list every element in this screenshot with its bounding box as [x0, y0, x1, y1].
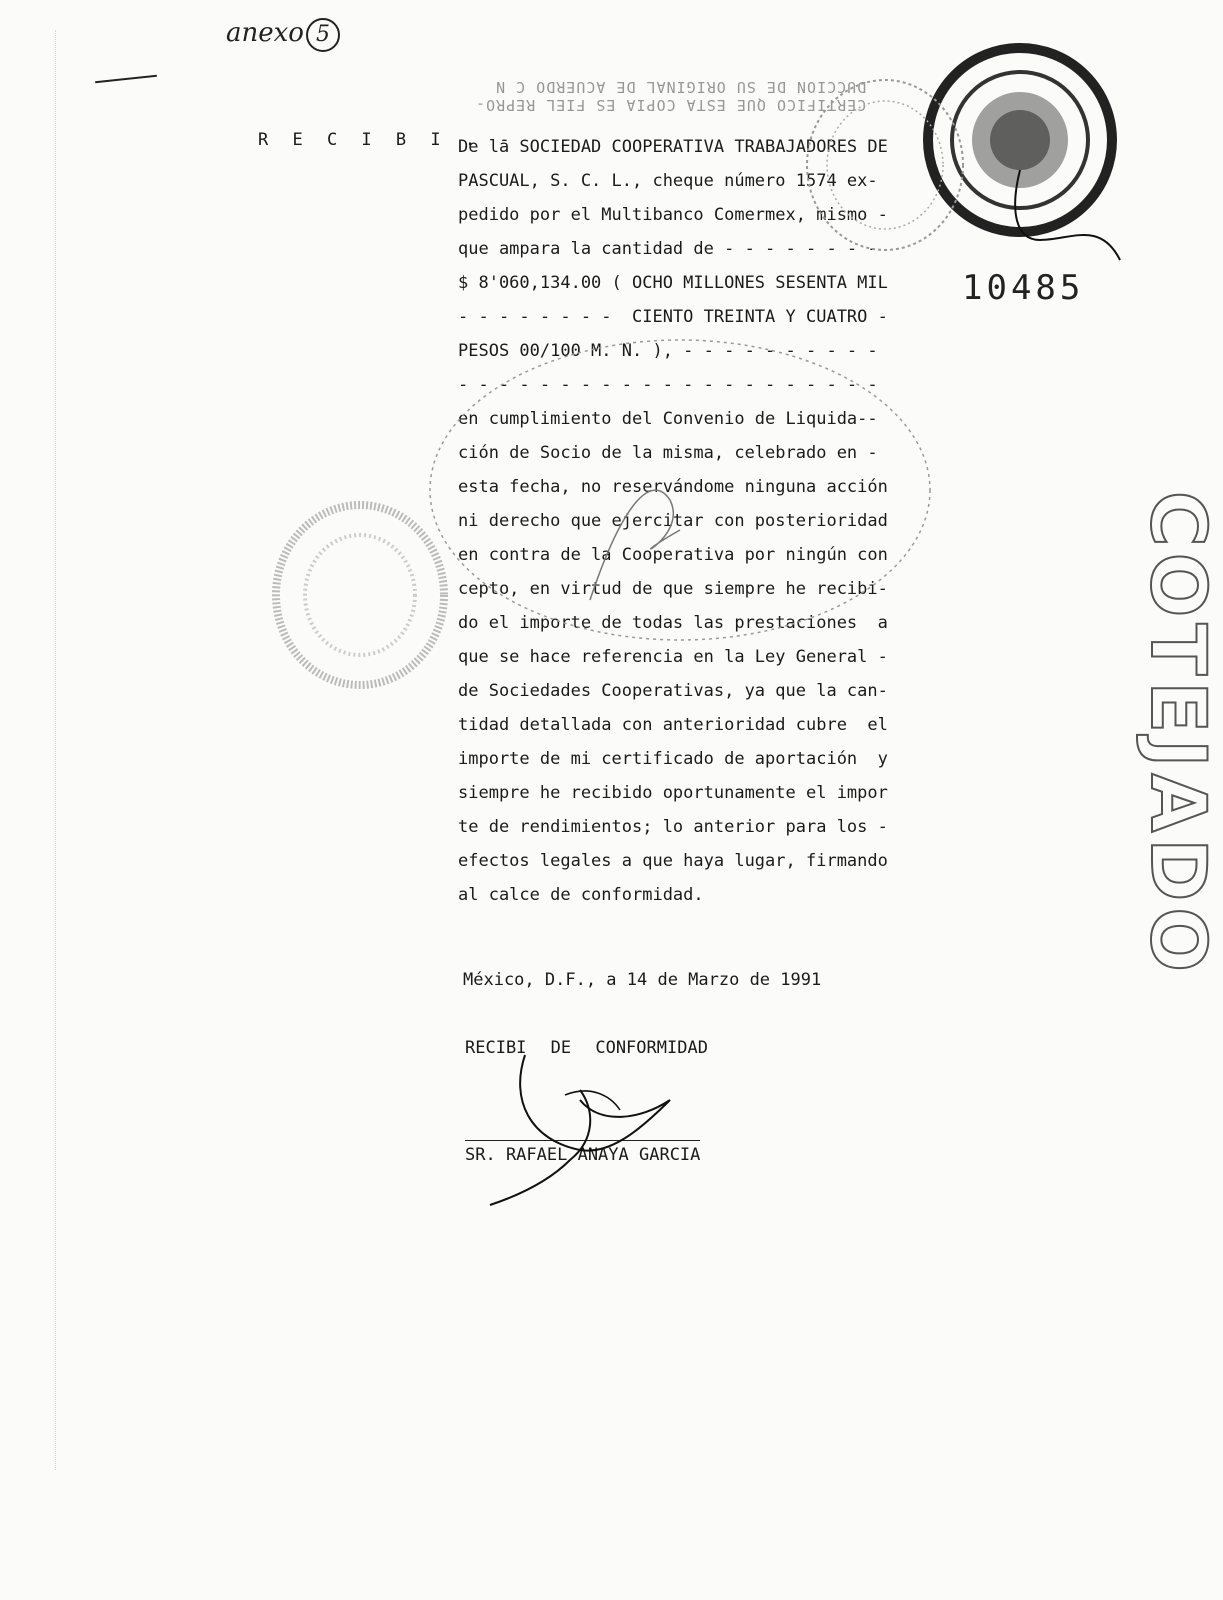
body-line: que se hace referencia en la Ley General -: [458, 647, 888, 667]
certification-stamp-line-1: CERTIFICO QUE ESTA COPIA ES FIEL REPRO-: [475, 96, 867, 114]
body-line: ción de Socio de la misma, celebrado en -: [458, 443, 878, 463]
body-line: al calce de conformidad.: [458, 885, 704, 905]
notary-seal-light-icon: [800, 75, 970, 255]
body-line: efectos legales a que haya lugar, firmando: [458, 851, 888, 871]
body-line: te de rendimientos; lo anterior para los -: [458, 817, 888, 837]
body-line: que ampara la cantidad de - - - - - - - -: [458, 239, 878, 259]
body-line: do el importe de todas las prestaciones a: [458, 613, 888, 633]
scan-edge-artifact: [55, 30, 76, 1470]
body-line: de Sociedades Cooperativas, ya que la can-: [458, 681, 888, 701]
annex-note-text: anexo: [226, 18, 304, 48]
signature-icon: [470, 1040, 730, 1210]
body-line: De la SOCIEDAD COOPERATIVA TRABAJADORES DE: [458, 137, 888, 157]
body-line: tidad detallada con anterioridad cubre el: [458, 715, 888, 735]
body-line: - - - - - - - - - - - - - - - - - - - - -: [458, 375, 878, 395]
handwritten-annex-note: [226, 18, 340, 52]
body-line: esta fecha, no reservándome ninguna acción: [458, 477, 888, 497]
body-line: - - - - - - - - CIENTO TREINTA Y CUATRO -: [458, 307, 888, 327]
body-line: cepto, en virtud de que siempre he recibi-: [458, 579, 888, 599]
body-line: PASCUAL, S. C. L., cheque número 1574 ex-: [458, 171, 878, 191]
place-and-date: México, D.F., a 14 de Marzo de 1991: [463, 970, 822, 990]
notary-signature-icon: [1000, 130, 1125, 270]
signatory-name: SR. RAFAEL ANAYA GARCIA: [465, 1140, 700, 1165]
handwritten-dash: [95, 75, 157, 83]
body-line: en cumplimiento del Convenio de Liquida--: [458, 409, 878, 429]
body-line: ni derecho que ejercitar con posterioridad: [458, 511, 888, 531]
cotejado-stamp: COTEJADO: [1133, 491, 1223, 978]
recibi-heading: R E C I B I . -: [258, 130, 517, 150]
body-line: importe de mi certificado de aportación y: [458, 749, 888, 769]
body-line: en contra de la Cooperativa por ningún con: [458, 545, 888, 565]
body-line: pedido por el Multibanco Comermex, mismo -: [458, 205, 888, 225]
conformity-label: RECIBI DE CONFORMIDAD: [465, 1038, 708, 1058]
document-number: 10485: [962, 268, 1085, 308]
body-line: PESOS 00/100 M. N. ), - - - - - - - - - -: [458, 341, 878, 361]
certification-stamp-line-2: DUCCION DE SU ORIGINAL DE ACUERDO C N: [495, 78, 867, 96]
annex-number: 5: [306, 18, 340, 52]
body-line: $ 8'060,134.00 ( OCHO MILLONES SESENTA MIL: [458, 273, 888, 293]
faded-certification-seal-icon: [420, 330, 940, 650]
body-line: siempre he recibido oportunamente el impor: [458, 783, 888, 803]
